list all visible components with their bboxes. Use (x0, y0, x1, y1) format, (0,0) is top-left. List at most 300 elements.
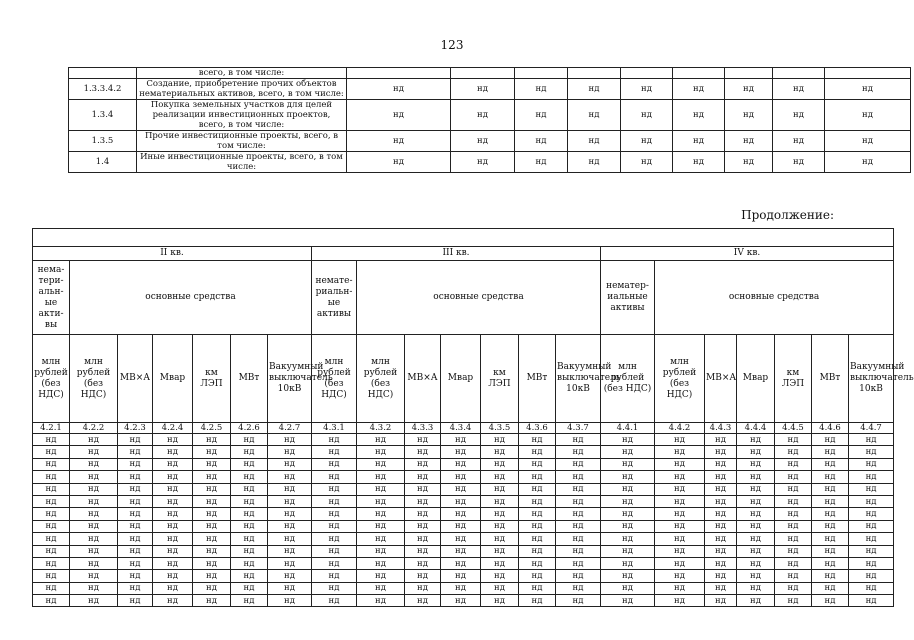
table-cell: нд (231, 520, 268, 532)
unit-header-q4: МВт (812, 335, 849, 423)
row-value: нд (673, 131, 725, 152)
row-value (825, 68, 911, 79)
column-code: 4.2.3 (118, 423, 153, 434)
column-code: 4.3.7 (556, 423, 601, 434)
table-row (33, 533, 894, 545)
table-cell: нд (118, 582, 153, 594)
table-cell: нд (519, 495, 556, 507)
row-value (725, 68, 773, 79)
blank-header-row (33, 229, 894, 247)
unit-header-q4: млн рублей (без НДС) (601, 335, 655, 423)
top-table-row (69, 68, 911, 79)
table-cell: нд (33, 446, 70, 458)
table-cell: нд (601, 582, 655, 594)
table-cell: нд (70, 520, 118, 532)
table-cell: нд (737, 595, 775, 607)
table-cell: нд (405, 508, 441, 520)
row-code: 1.3.4 (69, 100, 137, 131)
table-cell: нд (405, 595, 441, 607)
table-cell: нд (519, 520, 556, 532)
table-cell: нд (737, 434, 775, 446)
row-value: нд (515, 131, 568, 152)
table-cell: нд (481, 471, 519, 483)
table-cell: нд (481, 582, 519, 594)
table-cell: нд (601, 483, 655, 495)
table-cell: нд (33, 545, 70, 557)
table-cell: нд (153, 533, 193, 545)
table-cell: нд (231, 595, 268, 607)
unit-header-q3: млн рублей (без НДС) (357, 335, 405, 423)
table-cell: нд (268, 434, 312, 446)
table-cell: нд (655, 434, 705, 446)
row-description: Прочие инвестиционные проекты, всего, в том числе: (137, 131, 347, 152)
table-cell: нд (705, 582, 737, 594)
row-value: нд (451, 79, 515, 100)
table-row (33, 458, 894, 470)
row-description: Покупка земельных участков для целей реализации инвестиционных проектов, всего, в том числе: (137, 100, 347, 131)
table-cell: нд (481, 570, 519, 582)
table-cell: нд (519, 508, 556, 520)
table-cell: нд (268, 595, 312, 607)
table-cell: нд (655, 582, 705, 594)
table-cell: нд (312, 483, 357, 495)
codes-row (33, 423, 894, 434)
table-cell: нд (268, 533, 312, 545)
unit-header-q2: Вакуумный выключатель 10кВ (268, 335, 312, 423)
table-cell: нд (33, 483, 70, 495)
table-cell: нд (705, 557, 737, 569)
table-cell: нд (118, 595, 153, 607)
table-cell: нд (812, 520, 849, 532)
page-number: 123 (440, 38, 464, 52)
q2-intangible-header: нематериальные активы (33, 261, 70, 335)
unit-header-q4: МВ×А (705, 335, 737, 423)
unit-header-q2: млн рублей (без НДС) (70, 335, 118, 423)
table-cell: нд (519, 483, 556, 495)
table-cell: нд (655, 570, 705, 582)
row-value: нд (347, 131, 451, 152)
table-cell: нд (812, 471, 849, 483)
table-cell: нд (812, 545, 849, 557)
table-cell: нд (705, 545, 737, 557)
table-cell: нд (357, 582, 405, 594)
table-cell: нд (556, 533, 601, 545)
row-value: нд (825, 152, 911, 173)
row-value (673, 68, 725, 79)
table-cell: нд (193, 495, 231, 507)
table-cell: нд (33, 434, 70, 446)
table-cell: нд (405, 483, 441, 495)
table-cell: нд (705, 483, 737, 495)
row-value (568, 68, 621, 79)
table-cell: нд (193, 595, 231, 607)
table-cell: нд (705, 508, 737, 520)
table-cell: нд (153, 508, 193, 520)
table-cell: нд (601, 471, 655, 483)
table-cell: нд (153, 446, 193, 458)
table-cell: нд (357, 495, 405, 507)
table-cell: нд (481, 595, 519, 607)
unit-header-q3: МВт (519, 335, 556, 423)
column-code: 4.2.6 (231, 423, 268, 434)
table-cell: нд (70, 508, 118, 520)
table-cell: нд (441, 458, 481, 470)
unit-header-q4: Вакуумный выключатель 10кВ (849, 335, 894, 423)
quarter-ii-header: II кв. (33, 247, 312, 261)
table-cell: нд (357, 545, 405, 557)
table-cell: нд (118, 458, 153, 470)
table-cell: нд (775, 471, 812, 483)
table-cell: нд (849, 508, 894, 520)
quarter-iv-header: IV кв. (601, 247, 894, 261)
table-cell: нд (33, 582, 70, 594)
column-code: 4.3.5 (481, 423, 519, 434)
table-cell: нд (705, 520, 737, 532)
row-value (451, 68, 515, 79)
table-cell: нд (481, 495, 519, 507)
table-cell: нд (118, 483, 153, 495)
table-cell: нд (655, 508, 705, 520)
table-cell: нд (519, 570, 556, 582)
table-cell: нд (705, 595, 737, 607)
table-cell: нд (118, 508, 153, 520)
table-cell: нд (231, 508, 268, 520)
table-cell: нд (481, 446, 519, 458)
column-code: 4.2.1 (33, 423, 70, 434)
table-cell: нд (812, 495, 849, 507)
top-table-row (69, 79, 911, 100)
table-cell: нд (231, 533, 268, 545)
table-cell: нд (70, 557, 118, 569)
table-cell: нд (405, 434, 441, 446)
row-value: нд (451, 131, 515, 152)
table-cell: нд (812, 446, 849, 458)
table-cell: нд (601, 520, 655, 532)
table-cell: нд (737, 458, 775, 470)
table-row (33, 471, 894, 483)
table-row (33, 434, 894, 446)
table-cell: нд (70, 545, 118, 557)
row-value: нд (451, 100, 515, 131)
table-cell: нд (405, 557, 441, 569)
table-cell: нд (357, 533, 405, 545)
table-cell: нд (556, 471, 601, 483)
table-cell: нд (812, 582, 849, 594)
table-cell: нд (601, 446, 655, 458)
table-cell: нд (849, 520, 894, 532)
table-cell: нд (118, 533, 153, 545)
table-cell: нд (775, 434, 812, 446)
column-code: 4.4.5 (775, 423, 812, 434)
row-code: 1.3.3.4.2 (69, 79, 137, 100)
table-cell: нд (601, 495, 655, 507)
table-cell: нд (441, 595, 481, 607)
table-cell: нд (193, 458, 231, 470)
table-cell: нд (405, 471, 441, 483)
table-cell: нд (153, 595, 193, 607)
table-cell: нд (812, 458, 849, 470)
table-cell: нд (655, 458, 705, 470)
table-cell: нд (268, 545, 312, 557)
row-value: нд (621, 100, 673, 131)
table-cell: нд (153, 495, 193, 507)
row-value: нд (451, 152, 515, 173)
table-cell: нд (519, 533, 556, 545)
table-row (33, 446, 894, 458)
table-cell: нд (849, 483, 894, 495)
table-cell: нд (849, 582, 894, 594)
table-cell: нд (312, 508, 357, 520)
row-value: нд (515, 100, 568, 131)
row-value: нд (568, 131, 621, 152)
column-code: 4.4.4 (737, 423, 775, 434)
row-value (515, 68, 568, 79)
row-value: нд (725, 131, 773, 152)
row-description: всего, в том числе: (137, 68, 347, 79)
table-cell: нд (441, 508, 481, 520)
table-cell: нд (601, 595, 655, 607)
table-cell: нд (441, 446, 481, 458)
row-description: Иные инвестиционные проекты, всего, в том числе: (137, 152, 347, 173)
table-cell: нд (601, 458, 655, 470)
table-row (33, 557, 894, 569)
unit-header-q2: МВт (231, 335, 268, 423)
column-code: 4.4.7 (849, 423, 894, 434)
table-cell: нд (775, 570, 812, 582)
table-cell: нд (737, 545, 775, 557)
table-cell: нд (655, 595, 705, 607)
table-cell: нд (33, 508, 70, 520)
table-cell: нд (70, 570, 118, 582)
table-cell: нд (118, 446, 153, 458)
table-cell: нд (268, 458, 312, 470)
row-value: нд (515, 79, 568, 100)
table-cell: нд (70, 582, 118, 594)
table-cell: нд (268, 557, 312, 569)
table-cell: нд (655, 471, 705, 483)
table-cell: нд (118, 520, 153, 532)
table-cell: нд (737, 533, 775, 545)
table-cell: нд (441, 570, 481, 582)
table-cell: нд (441, 471, 481, 483)
row-value: нд (773, 152, 825, 173)
row-value: нд (347, 79, 451, 100)
row-code: 1.3.5 (69, 131, 137, 152)
q3-fixed-header: основные средства (357, 261, 601, 335)
table-cell: нд (812, 483, 849, 495)
row-value: нд (347, 152, 451, 173)
units-row (33, 335, 894, 423)
row-value: нд (621, 79, 673, 100)
table-cell: нд (405, 570, 441, 582)
unit-header-q2: МВ×А (118, 335, 153, 423)
table-cell: нд (812, 557, 849, 569)
table-cell: нд (441, 545, 481, 557)
table-cell: нд (849, 446, 894, 458)
row-value: нд (725, 152, 773, 173)
table-cell: нд (268, 446, 312, 458)
table-cell: нд (775, 595, 812, 607)
table-cell: нд (519, 557, 556, 569)
table-cell: нд (737, 446, 775, 458)
table-cell: нд (70, 483, 118, 495)
table-cell: нд (312, 471, 357, 483)
table-cell: нд (705, 533, 737, 545)
table-cell: нд (601, 508, 655, 520)
table-cell: нд (775, 446, 812, 458)
table-cell: нд (193, 434, 231, 446)
table-cell: нд (405, 533, 441, 545)
table-cell: нд (193, 570, 231, 582)
table-cell: нд (737, 471, 775, 483)
table-cell: нд (441, 582, 481, 594)
table-cell: нд (775, 508, 812, 520)
column-code: 4.4.6 (812, 423, 849, 434)
table-cell: нд (405, 582, 441, 594)
unit-header-q3: млн рублей (без НДС) (312, 335, 357, 423)
row-value: нд (673, 100, 725, 131)
table-cell: нд (118, 545, 153, 557)
column-code: 4.2.7 (268, 423, 312, 434)
table-cell: нд (312, 557, 357, 569)
table-cell: нд (357, 434, 405, 446)
table-cell: нд (357, 570, 405, 582)
top-table (68, 67, 911, 173)
q3-intangible-header: нематериальные активы (312, 261, 357, 335)
table-cell: нд (556, 508, 601, 520)
table-cell: нд (231, 446, 268, 458)
row-value (347, 68, 451, 79)
table-cell: нд (519, 446, 556, 458)
row-value: нд (773, 100, 825, 131)
table-cell: нд (481, 458, 519, 470)
table-cell: нд (481, 520, 519, 532)
unit-header-q4: млн рублей (без НДС) (655, 335, 705, 423)
table-cell: нд (655, 495, 705, 507)
table-cell: нд (812, 533, 849, 545)
table-cell: нд (441, 557, 481, 569)
table-cell: нд (153, 520, 193, 532)
row-description: Создание, приобретение прочих объектов нематериальных активов, всего, в том числе: (137, 79, 347, 100)
table-cell: нд (312, 458, 357, 470)
column-code: 4.3.6 (519, 423, 556, 434)
table-cell: нд (556, 495, 601, 507)
table-cell: нд (405, 495, 441, 507)
table-cell: нд (737, 557, 775, 569)
table-cell: нд (705, 458, 737, 470)
table-cell: нд (556, 545, 601, 557)
table-cell: нд (481, 508, 519, 520)
table-cell: нд (481, 557, 519, 569)
table-cell: нд (519, 458, 556, 470)
table-cell: нд (655, 533, 705, 545)
top-table-row (69, 131, 911, 152)
table-cell: нд (519, 595, 556, 607)
column-code: 4.4.3 (705, 423, 737, 434)
table-cell: нд (601, 533, 655, 545)
table-cell: нд (601, 557, 655, 569)
table-cell: нд (737, 483, 775, 495)
table-cell: нд (556, 458, 601, 470)
table-cell: нд (357, 471, 405, 483)
table-cell: нд (268, 508, 312, 520)
row-value: нд (347, 100, 451, 131)
table-cell: нд (441, 434, 481, 446)
table-cell: нд (312, 495, 357, 507)
row-value (773, 68, 825, 79)
table-cell: нд (33, 520, 70, 532)
table-cell: нд (705, 570, 737, 582)
table-cell: нд (556, 434, 601, 446)
table-cell: нд (812, 595, 849, 607)
table-cell: нд (70, 495, 118, 507)
table-cell: нд (812, 434, 849, 446)
table-cell: нд (556, 557, 601, 569)
table-cell: нд (812, 508, 849, 520)
table-cell: нд (405, 520, 441, 532)
table-cell: нд (519, 434, 556, 446)
table-cell: нд (556, 582, 601, 594)
table-cell: нд (849, 557, 894, 569)
table-cell: нд (70, 595, 118, 607)
column-code: 4.4.1 (601, 423, 655, 434)
table-cell: нд (405, 545, 441, 557)
table-cell: нд (481, 434, 519, 446)
table-row (33, 508, 894, 520)
q2-fixed-header: основные средства (70, 261, 312, 335)
continuation-label: Продолжение: (741, 208, 834, 222)
table-cell: нд (519, 582, 556, 594)
blank-header-cell (33, 229, 894, 247)
row-value: нд (825, 131, 911, 152)
table-cell: нд (268, 483, 312, 495)
unit-header-q2: км ЛЭП (193, 335, 231, 423)
row-value: нд (568, 100, 621, 131)
table-cell: нд (556, 570, 601, 582)
row-value: нд (825, 79, 911, 100)
table-cell: нд (705, 434, 737, 446)
table-cell: нд (849, 545, 894, 557)
table-cell: нд (231, 434, 268, 446)
table-cell: нд (849, 570, 894, 582)
quarter-row (33, 247, 894, 261)
table-cell: нд (357, 458, 405, 470)
row-value: нд (673, 152, 725, 173)
table-cell: нд (775, 533, 812, 545)
column-code: 4.3.2 (357, 423, 405, 434)
table-cell: нд (441, 533, 481, 545)
table-cell: нд (118, 570, 153, 582)
table-cell: нд (441, 483, 481, 495)
table-cell: нд (519, 545, 556, 557)
column-code: 4.2.2 (70, 423, 118, 434)
top-table-row (69, 152, 911, 173)
table-cell: нд (556, 446, 601, 458)
row-value: нд (621, 131, 673, 152)
table-cell: нд (312, 434, 357, 446)
table-cell: нд (231, 458, 268, 470)
table-cell: нд (193, 508, 231, 520)
table-cell: нд (849, 595, 894, 607)
table-cell: нд (153, 582, 193, 594)
table-row (33, 582, 894, 594)
table-cell: нд (556, 595, 601, 607)
table-cell: нд (231, 545, 268, 557)
table-cell: нд (153, 570, 193, 582)
row-value: нд (673, 79, 725, 100)
table-cell: нд (655, 520, 705, 532)
table-row (33, 495, 894, 507)
